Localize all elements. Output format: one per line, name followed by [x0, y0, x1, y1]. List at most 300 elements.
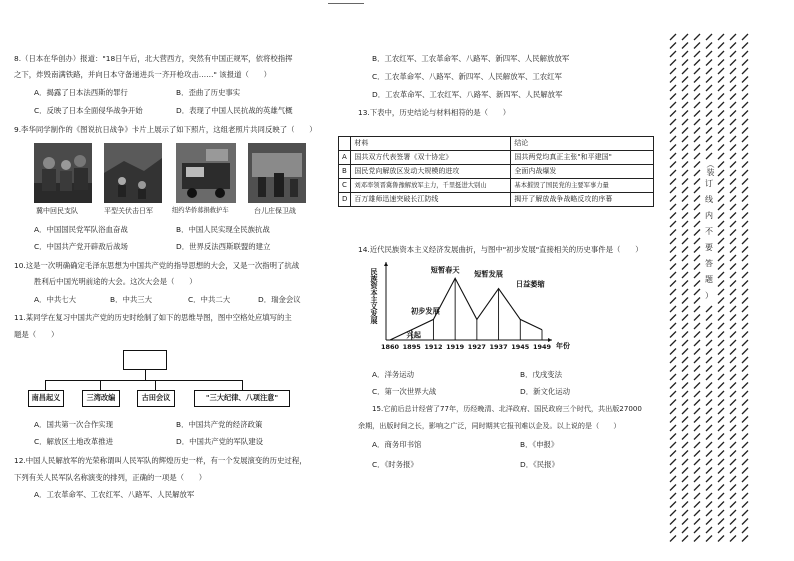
hatch-mark	[694, 527, 700, 533]
q9-caption-1: 冀中回民支队	[36, 207, 78, 215]
hatch-mark	[718, 332, 724, 338]
hatch-mark	[682, 357, 688, 363]
hatch-mark	[694, 85, 700, 91]
hatch-mark	[670, 102, 676, 108]
q9-photo-1	[34, 143, 92, 203]
mindmap-connector	[145, 370, 146, 380]
hatch-mark	[718, 162, 724, 168]
hatch-mark	[682, 459, 688, 465]
hatch-mark	[706, 357, 712, 363]
hatch-mark	[718, 527, 724, 533]
hatch-mark	[670, 111, 676, 117]
hatch-mark	[682, 51, 688, 57]
hatch-mark	[694, 493, 700, 499]
hatch-mark	[670, 213, 676, 219]
hatch-mark	[742, 94, 748, 100]
hatch-mark	[670, 476, 676, 482]
q11-mindmap-node-2: 三湾改编	[82, 390, 120, 407]
hatch-mark	[682, 451, 688, 457]
hatch-mark	[694, 408, 700, 414]
hatch-mark	[742, 459, 748, 465]
hatch-mark	[718, 77, 724, 83]
hatch-mark	[742, 519, 748, 525]
hatch-mark	[706, 340, 712, 346]
q12-option-b: B．工农红军、工农革命军、八路军、新四军、人民解放放军	[372, 54, 570, 63]
hatch-mark	[682, 230, 688, 236]
hatch-mark	[682, 153, 688, 159]
hatch-mark	[670, 247, 676, 253]
hatch-mark	[706, 332, 712, 338]
hatch-mark	[694, 145, 700, 151]
hatch-mark	[730, 196, 736, 202]
hatch-mark	[718, 519, 724, 525]
hatch-mark	[694, 306, 700, 312]
hatch-mark	[694, 111, 700, 117]
hatch-mark	[682, 170, 688, 176]
hatch-mark	[742, 493, 748, 499]
table-cell: A	[339, 151, 351, 165]
hatch-mark	[694, 187, 700, 193]
hatch-mark	[682, 264, 688, 270]
hatch-mark	[670, 60, 676, 66]
hatch-mark	[742, 247, 748, 253]
q14-option-a: A．洋务运动	[372, 370, 415, 379]
hatch-mark	[682, 281, 688, 287]
mindmap-connector	[45, 380, 242, 381]
q15-option-c: C．《时务报》	[372, 460, 418, 469]
hatch-mark	[730, 434, 736, 440]
hatch-mark	[694, 51, 700, 57]
hatch-mark	[742, 170, 748, 176]
hatch-mark	[718, 230, 724, 236]
hatch-mark	[742, 323, 748, 329]
hatch-mark	[742, 468, 748, 474]
hatch-mark	[682, 196, 688, 202]
hatch-mark	[694, 255, 700, 261]
hatch-mark	[694, 272, 700, 278]
chart-annotation: 日益萎缩	[515, 279, 545, 289]
hatch-mark	[742, 196, 748, 202]
hatch-mark	[742, 400, 748, 406]
hatch-mark	[742, 510, 748, 516]
hatch-mark	[718, 298, 724, 304]
hatch-mark	[670, 264, 676, 270]
hatch-mark	[706, 442, 712, 448]
hatch-mark	[694, 485, 700, 491]
hatch-mark	[706, 68, 712, 74]
q9-caption-3: 纽约华侨募捐救护车	[172, 207, 229, 214]
hatch-mark	[694, 162, 700, 168]
q12-option-a: A．工农革命军、工农红军、八路军、人民解放军	[34, 490, 195, 499]
hatch-mark	[694, 332, 700, 338]
hatch-mark	[694, 136, 700, 142]
hatch-mark	[682, 442, 688, 448]
binding-strip-char: 答	[705, 259, 713, 268]
hatch-mark	[694, 170, 700, 176]
hatch-mark	[742, 289, 748, 295]
hatch-mark	[670, 255, 676, 261]
hatch-mark	[694, 476, 700, 482]
hatch-mark	[706, 485, 712, 491]
hatch-mark	[670, 502, 676, 508]
hatch-mark	[742, 476, 748, 482]
hatch-mark	[718, 468, 724, 474]
hatch-mark	[706, 408, 712, 414]
chart-x-arrow	[548, 338, 552, 342]
hatch-mark	[730, 77, 736, 83]
hatch-mark	[730, 264, 736, 270]
hatch-mark	[730, 34, 736, 40]
hatch-mark	[718, 68, 724, 74]
hatch-mark	[730, 289, 736, 295]
q9-photo-3	[176, 143, 236, 203]
hatch-mark	[730, 459, 736, 465]
hatch-mark	[694, 204, 700, 210]
hatch-mark	[682, 510, 688, 516]
hatch-mark	[706, 34, 712, 40]
hatch-mark	[670, 485, 676, 491]
hatch-mark	[706, 315, 712, 321]
hatch-mark	[718, 51, 724, 57]
hatch-mark	[730, 451, 736, 457]
hatch-mark	[682, 187, 688, 193]
hatch-mark	[730, 238, 736, 244]
q14-option-c: C．第一次世界大战	[372, 387, 437, 396]
hatch-mark	[742, 502, 748, 508]
hatch-mark	[682, 315, 688, 321]
hatch-mark	[682, 298, 688, 304]
hatch-mark	[730, 527, 736, 533]
hatch-mark	[718, 510, 724, 516]
q8-option-a: A．揭露了日本法西斯的罪行	[34, 88, 128, 97]
hatch-mark	[730, 340, 736, 346]
hatch-mark	[706, 536, 712, 542]
hatch-mark	[670, 34, 676, 40]
q9-photo-4	[248, 143, 306, 203]
hatch-mark	[670, 510, 676, 516]
binding-strip-char: 要	[705, 243, 713, 252]
hatch-mark	[718, 459, 724, 465]
hatch-mark	[730, 230, 736, 236]
hatch-mark	[706, 459, 712, 465]
hatch-mark	[706, 383, 712, 389]
hatch-mark	[694, 289, 700, 295]
hatch-mark	[670, 434, 676, 440]
q9-caption-4: 台儿庄保卫战	[254, 207, 296, 215]
mindmap-connector	[242, 380, 243, 390]
q10-option-b: B．中共三大	[110, 295, 153, 304]
hatch-mark	[742, 162, 748, 168]
hatch-mark	[742, 187, 748, 193]
hatch-mark	[694, 196, 700, 202]
hatch-mark	[718, 196, 724, 202]
q9-photo-2	[104, 143, 162, 203]
hatch-mark	[670, 425, 676, 431]
hatch-mark	[670, 400, 676, 406]
hatch-mark	[682, 349, 688, 355]
hatch-mark	[718, 391, 724, 397]
hatch-mark	[670, 527, 676, 533]
hatch-mark	[718, 170, 724, 176]
chart-annotation: 短暂春天	[430, 265, 460, 275]
hatch-mark	[730, 357, 736, 363]
table-cell: 全面内战爆发	[511, 165, 654, 179]
hatch-mark	[706, 468, 712, 474]
hatch-mark	[730, 400, 736, 406]
q11-mindmap-node-4: "三大纪律、八项注意"	[194, 390, 290, 407]
hatch-mark	[682, 272, 688, 278]
hatch-mark	[742, 85, 748, 91]
hatch-mark	[682, 60, 688, 66]
hatch-mark	[670, 298, 676, 304]
q12-option-d: D．工农革命军、工农红军、八路军、新四军、人民解放军	[372, 90, 563, 99]
hatch-mark	[670, 179, 676, 185]
table-cell: 国共两党均真正主张"和平建国"	[511, 151, 654, 165]
hatch-mark	[742, 485, 748, 491]
hatch-mark	[718, 366, 724, 372]
hatch-mark	[670, 536, 676, 542]
hatch-mark	[718, 417, 724, 423]
hatch-mark	[718, 111, 724, 117]
hatch-mark	[682, 111, 688, 117]
q11-option-a: A．国共第一次合作实现	[34, 420, 113, 429]
q15-option-a: A．商务印书馆	[372, 440, 422, 449]
table-header-cell	[339, 137, 351, 151]
hatch-mark	[742, 281, 748, 287]
hatch-mark	[706, 111, 712, 117]
hatch-mark	[670, 196, 676, 202]
mindmap-connector	[45, 380, 46, 390]
binding-strip-char: 内	[705, 211, 713, 220]
hatch-mark	[694, 60, 700, 66]
chart-x-tick-label: 1860	[380, 343, 400, 351]
q13-table	[338, 136, 654, 207]
hatch-mark	[670, 204, 676, 210]
hatch-mark	[730, 383, 736, 389]
hatch-mark	[730, 502, 736, 508]
hatch-mark	[730, 485, 736, 491]
chart-y-axis-label: 民族资本主义发展	[370, 268, 378, 324]
hatch-mark	[694, 153, 700, 159]
hatch-mark	[730, 493, 736, 499]
mindmap-connector	[155, 380, 156, 390]
hatch-mark	[730, 145, 736, 151]
hatch-mark	[706, 400, 712, 406]
hatch-mark	[670, 170, 676, 176]
hatch-mark	[742, 451, 748, 457]
hatch-mark	[670, 68, 676, 74]
hatch-mark	[670, 119, 676, 125]
hatch-mark	[682, 417, 688, 423]
hatch-mark	[730, 51, 736, 57]
q11-stem-line2: 题是（ ）	[14, 330, 59, 339]
hatch-mark	[682, 425, 688, 431]
hatch-mark	[742, 315, 748, 321]
hatch-mark	[730, 43, 736, 49]
hatch-mark	[730, 366, 736, 372]
hatch-mark	[670, 451, 676, 457]
hatch-mark	[730, 128, 736, 134]
hatch-mark	[742, 68, 748, 74]
hatch-mark	[718, 442, 724, 448]
hatch-mark	[718, 306, 724, 312]
hatch-mark	[682, 366, 688, 372]
hatch-mark	[742, 51, 748, 57]
hatch-mark	[730, 468, 736, 474]
hatch-mark	[682, 502, 688, 508]
hatch-mark	[718, 60, 724, 66]
hatch-mark	[742, 145, 748, 151]
hatch-mark	[718, 323, 724, 329]
hatch-mark	[718, 102, 724, 108]
q15-stem-line2: 余期，出版时间之长，影响之广泛，同时期其它报刊难以企及。以上说的是（ ）	[358, 421, 621, 430]
hatch-mark	[742, 204, 748, 210]
hatch-mark	[694, 238, 700, 244]
table-header-row	[339, 137, 654, 151]
hatch-mark	[718, 94, 724, 100]
hatch-mark	[730, 281, 736, 287]
hatch-mark	[706, 128, 712, 134]
q11-mindmap-blank-box	[123, 350, 167, 370]
hatch-mark	[718, 272, 724, 278]
hatch-mark	[670, 357, 676, 363]
hatch-mark	[706, 306, 712, 312]
hatch-mark	[742, 128, 748, 134]
hatch-mark	[730, 298, 736, 304]
binding-strip-char: 订	[705, 179, 713, 188]
hatch-mark	[682, 247, 688, 253]
hatch-mark	[706, 349, 712, 355]
hatch-mark	[718, 43, 724, 49]
hatch-mark	[694, 349, 700, 355]
hatch-mark	[718, 153, 724, 159]
hatch-mark	[694, 315, 700, 321]
hatch-mark	[706, 145, 712, 151]
hatch-mark	[694, 230, 700, 236]
hatch-mark	[670, 417, 676, 423]
hatch-mark	[718, 281, 724, 287]
hatch-mark	[670, 77, 676, 83]
hatch-mark	[718, 187, 724, 193]
q8-option-b: B．歪曲了历史事实	[176, 88, 241, 97]
hatch-mark	[718, 204, 724, 210]
hatch-mark	[682, 340, 688, 346]
hatch-mark	[682, 493, 688, 499]
hatch-mark	[682, 221, 688, 227]
hatch-mark	[718, 128, 724, 134]
hatch-mark	[742, 213, 748, 219]
hatch-mark	[730, 204, 736, 210]
chart-x-tick-label: 1895	[402, 343, 421, 351]
hatch-mark	[742, 349, 748, 355]
hatch-mark	[706, 77, 712, 83]
hatch-mark	[694, 434, 700, 440]
hatch-mark	[670, 383, 676, 389]
q10-stem-line1: 10.这是一次明确确定毛泽东思想为中国共产党的指导思想的大会，又是一次指明了抗战	[14, 261, 300, 270]
hatch-mark	[694, 128, 700, 134]
table-row	[339, 151, 654, 165]
hatch-mark	[730, 476, 736, 482]
hatch-mark	[694, 94, 700, 100]
hatch-mark	[742, 417, 748, 423]
hatch-mark	[682, 391, 688, 397]
hatch-mark	[694, 451, 700, 457]
hatch-mark	[730, 94, 736, 100]
hatch-mark	[730, 247, 736, 253]
chart-x-axis-label: 年份	[556, 342, 570, 350]
hatch-mark	[694, 442, 700, 448]
hatch-mark	[694, 366, 700, 372]
hatch-mark	[694, 247, 700, 253]
hatch-mark	[718, 357, 724, 363]
hatch-mark	[742, 408, 748, 414]
hatch-mark	[730, 119, 736, 125]
hatch-mark	[730, 315, 736, 321]
hatch-mark	[730, 153, 736, 159]
hatch-mark	[694, 179, 700, 185]
q14-stem: 14.近代民族资本主义经济发展曲折，与图中"初步发展"直接相关的历史事件是（ ）	[358, 245, 643, 254]
hatch-mark	[682, 128, 688, 134]
hatch-mark	[706, 51, 712, 57]
hatch-mark	[718, 400, 724, 406]
q14-option-d: D．新文化运动	[520, 387, 571, 396]
hatch-mark	[742, 238, 748, 244]
hatch-mark	[682, 34, 688, 40]
hatch-mark	[730, 536, 736, 542]
hatch-mark	[718, 264, 724, 270]
chart-x-tick-label: 1949	[532, 343, 552, 351]
hatch-mark	[670, 136, 676, 142]
hatch-mark	[718, 349, 724, 355]
hatch-mark	[742, 264, 748, 270]
q8-option-c: C．反映了日本全面侵华战争开始	[34, 106, 143, 115]
table-cell: 国民党向解放区发动大规模的进攻	[351, 165, 511, 179]
hatch-mark	[694, 536, 700, 542]
hatch-mark	[742, 77, 748, 83]
hatch-mark	[742, 340, 748, 346]
chart-annotation: 初步发展	[411, 306, 440, 316]
hatch-mark	[718, 408, 724, 414]
hatch-mark	[706, 102, 712, 108]
hatch-mark	[694, 68, 700, 74]
hatch-mark	[694, 323, 700, 329]
hatch-mark	[670, 94, 676, 100]
hatch-mark	[694, 221, 700, 227]
hatch-mark	[694, 264, 700, 270]
hatch-mark	[730, 85, 736, 91]
hatch-mark	[730, 374, 736, 380]
hatch-mark	[718, 485, 724, 491]
table-cell: 揭开了解放战争战略反攻的序幕	[511, 193, 654, 207]
hatch-mark	[706, 510, 712, 516]
hatch-mark	[694, 340, 700, 346]
table-cell: 刘邓率领晋冀鲁豫解放军主力，千里挺进大别山	[351, 179, 511, 193]
hatch-mark	[742, 298, 748, 304]
hatch-mark	[742, 357, 748, 363]
hatch-mark	[670, 366, 676, 372]
hatch-mark	[718, 425, 724, 431]
hatch-mark	[718, 374, 724, 380]
hatch-mark	[730, 111, 736, 117]
q9-stem: 9.李华同学制作的《图说抗日战争》卡片上展示了如下照片，这组老照片共同反映了（ ）	[14, 125, 317, 134]
hatch-mark	[742, 536, 748, 542]
hatch-mark	[682, 85, 688, 91]
table-row	[339, 165, 654, 179]
q15-option-d: D．《民报》	[520, 460, 559, 469]
hatch-mark	[730, 221, 736, 227]
hatch-mark	[682, 145, 688, 151]
hatch-mark	[730, 136, 736, 142]
